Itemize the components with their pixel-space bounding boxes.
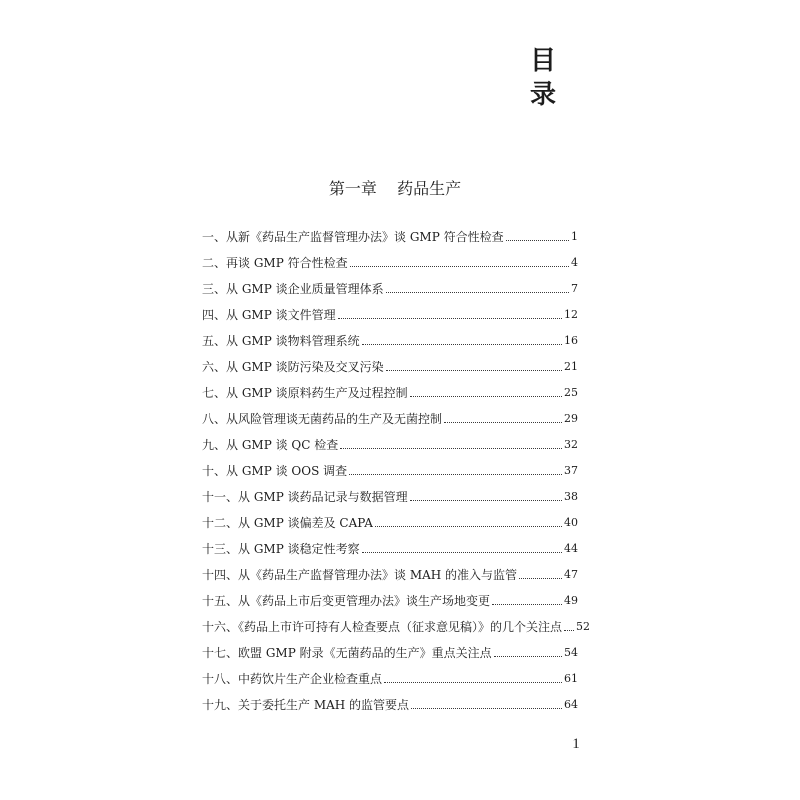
- toc-entry[interactable]: [202, 302, 578, 328]
- toc-entry-title: 十九、关于委托生产 MAH 的监管要点: [202, 698, 410, 712]
- dot-leader: [444, 422, 562, 423]
- toc-entry[interactable]: [202, 510, 578, 536]
- dot-leader: [375, 526, 562, 527]
- dot-leader: [410, 396, 562, 397]
- toc-entry[interactable]: [202, 484, 578, 510]
- toc-entry-page: 64: [564, 698, 578, 711]
- toc-entry[interactable]: [202, 640, 578, 666]
- toc-entry[interactable]: [202, 536, 578, 562]
- toc-entry-title: 四、从 GMP 谈文件管理: [202, 308, 336, 322]
- toc-entry-page: 61: [564, 672, 578, 685]
- dot-leader: [492, 604, 562, 605]
- toc-entry-page: 54: [564, 646, 578, 659]
- dot-leader: [338, 318, 562, 319]
- toc-entry[interactable]: [202, 250, 578, 276]
- toc-entry-title: 十六、《药品上市许可持有人检查要点（征求意见稿）》的几个关注点: [202, 620, 563, 634]
- chapter-title: 第一章 药品生产: [328, 179, 462, 198]
- dot-leader: [384, 682, 562, 683]
- toc-entry-page: 4: [571, 256, 578, 269]
- toc-entry-title: 十三、从 GMP 谈稳定性考察: [202, 542, 360, 556]
- dot-leader: [564, 630, 574, 631]
- dot-leader: [362, 344, 562, 345]
- toc-entry[interactable]: [202, 614, 591, 640]
- toc-entry[interactable]: [202, 380, 578, 406]
- toc-entry-page: 37: [564, 464, 578, 477]
- toc-entry-page: 32: [564, 438, 578, 451]
- toc-entry[interactable]: [202, 562, 578, 588]
- dot-leader: [386, 292, 569, 293]
- toc-entry-page: 21: [564, 360, 578, 373]
- toc-entry-page: 44: [564, 542, 578, 555]
- toc-entry-title: 十八、中药饮片生产企业检查重点: [202, 672, 383, 686]
- toc-entry-page: 29: [564, 412, 578, 425]
- toc-entry-page: 7: [571, 282, 578, 295]
- toc-entry-page: 52: [576, 620, 591, 633]
- toc-entry[interactable]: [202, 406, 578, 432]
- page-number: 1: [572, 736, 580, 752]
- toc-entry-title: 六、从 GMP 谈防污染及交叉污染: [202, 360, 384, 374]
- dot-leader: [410, 500, 562, 501]
- toc-entry-title: 二、再谈 GMP 符合性检查: [202, 256, 348, 270]
- toc-entry-page: 49: [564, 594, 578, 607]
- toc-entry-title: 八、从风险管理谈无菌药品的生产及无菌控制: [202, 412, 443, 426]
- toc-entry[interactable]: [202, 666, 578, 692]
- toc-entry-title: 九、从 GMP 谈 QC 检查: [202, 438, 339, 452]
- toc-entry-title: 十五、从《药品上市后变更管理办法》谈生产场地变更: [202, 594, 491, 608]
- toc-entry-title: 十二、从 GMP 谈偏差及 CAPA: [202, 516, 373, 530]
- toc-entry-title: 十一、从 GMP 谈药品记录与数据管理: [202, 490, 408, 504]
- toc-entry-page: 38: [564, 490, 578, 503]
- page-title: 目 录: [529, 46, 570, 110]
- toc-entry-page: 47: [564, 568, 578, 581]
- toc-entry-page: 12: [564, 308, 578, 321]
- table-of-contents: [202, 224, 591, 718]
- toc-entry-page: 25: [564, 386, 578, 399]
- toc-entry-page: 16: [564, 334, 578, 347]
- toc-entry[interactable]: [202, 588, 578, 614]
- dot-leader: [386, 370, 562, 371]
- dot-leader: [362, 552, 562, 553]
- toc-entry-title: 七、从 GMP 谈原料药生产及过程控制: [202, 386, 408, 400]
- toc-entry-title: 一、从新《药品生产监督管理办法》谈 GMP 符合性检查: [202, 230, 504, 244]
- toc-entry-page: 40: [564, 516, 578, 529]
- toc-entry-title: 五、从 GMP 谈物料管理系统: [202, 334, 360, 348]
- toc-entry[interactable]: [202, 276, 578, 302]
- dot-leader: [340, 448, 562, 449]
- dot-leader: [519, 578, 562, 579]
- dot-leader: [349, 474, 562, 475]
- dot-leader: [411, 708, 562, 709]
- toc-entry-title: 十七、欧盟 GMP 附录《无菌药品的生产》重点关注点: [202, 646, 492, 660]
- toc-entry[interactable]: [202, 328, 578, 354]
- toc-entry-title: 十、从 GMP 谈 OOS 调查: [202, 464, 348, 478]
- toc-entry-title: 十四、从《药品生产监督管理办法》谈 MAH 的准入与监管: [202, 568, 518, 582]
- dot-leader: [506, 240, 569, 241]
- toc-entry[interactable]: [202, 432, 578, 458]
- toc-entry[interactable]: [202, 224, 578, 250]
- toc-entry[interactable]: [202, 354, 578, 380]
- toc-entry[interactable]: [202, 458, 578, 484]
- toc-entry[interactable]: [202, 692, 578, 718]
- toc-entry-title: 三、从 GMP 谈企业质量管理体系: [202, 282, 384, 296]
- toc-entry-page: 1: [571, 230, 578, 243]
- dot-leader: [494, 656, 562, 657]
- dot-leader: [350, 266, 569, 267]
